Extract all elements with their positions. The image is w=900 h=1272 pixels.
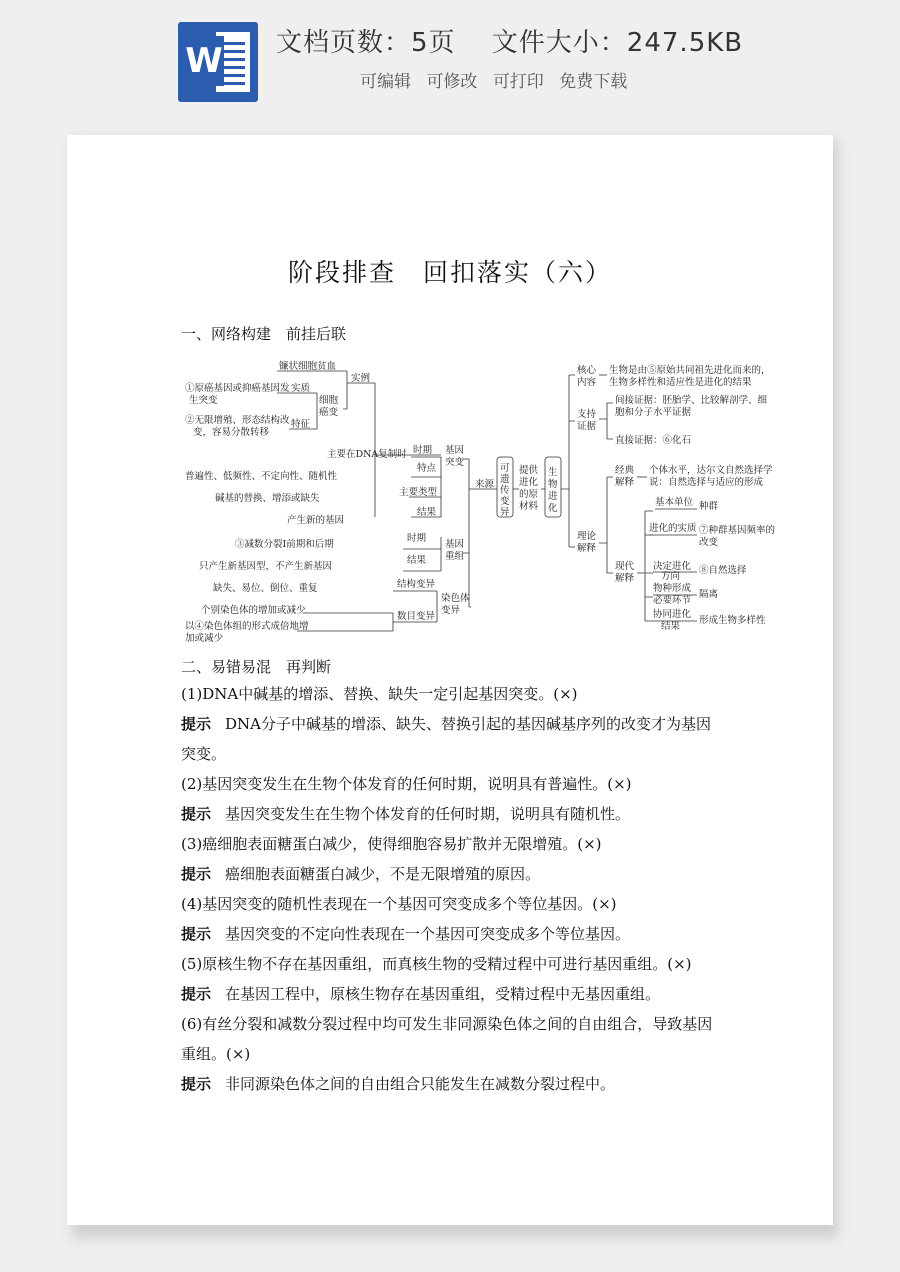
node-indirect-text-2: 胞和分子水平证据: [615, 407, 692, 418]
document-page: [67, 135, 833, 1225]
hint-6: [181, 1069, 721, 1099]
node-cancer-feature-2: 变，容易分散转移: [193, 427, 270, 438]
hint-text-5: 在基因工程中，原核生物存在基因重组，受精过程中无基因重组。: [225, 985, 661, 1003]
node-isolation: 隔离: [699, 589, 719, 600]
node-structure-text: 缺失、易位、倒位、重复: [213, 583, 318, 594]
node-number-text-2: 以④染色体组的形式成倍地增: [185, 621, 309, 632]
node-chromosome-1: 染色体: [441, 593, 470, 604]
node-feature: 特征: [291, 419, 311, 430]
node-coevolution-1: 协同进化: [653, 609, 692, 620]
node-speciation-2: 必要环节: [653, 595, 692, 606]
center-heritable-1: 可: [500, 463, 510, 474]
node-chromosome-2: 变异: [441, 605, 461, 616]
hint-text-4: 基因突变的不定向性表现在一个基因可突变成多个等位基因。: [225, 925, 631, 943]
node-gene-frequency-2: 改变: [699, 537, 719, 548]
center-evolution-4: 化: [548, 503, 558, 514]
node-cancer-feature-1: ②无限增殖、形态结构改: [185, 415, 290, 426]
center-provide-3: 的原: [519, 489, 539, 500]
node-example: 实例: [351, 373, 371, 384]
node-types-text: 碱基的替换、增添或缺失: [215, 493, 320, 504]
question-6: (6)有丝分裂和减数分裂过程中均可发生非同源染色体之间的自由组合，导致基因重组。(×): [181, 1015, 713, 1063]
node-cell-cancer-2: 癌变: [319, 407, 339, 418]
hint-label-6: 提示: [181, 1075, 212, 1093]
node-cell-cancer-1: 细胞: [319, 395, 339, 406]
node-period-text: 主要在DNA复制时: [327, 449, 407, 460]
node-gene-frequency-1: ⑦种群基因频率的: [699, 525, 776, 536]
question-1: (1)DNA中碱基的增添、替换、缺失一定引起基因突变。(×): [181, 685, 578, 703]
node-recombination-1: 基因: [445, 539, 465, 550]
node-direct-text: 直接证据：⑥化石: [615, 435, 692, 446]
node-theory-1: 理论: [577, 531, 597, 542]
node-direction-2: 方向: [661, 571, 681, 582]
doc-actions: [360, 67, 637, 92]
node-modern-2: 解释: [615, 573, 635, 584]
action-editable: 可编辑: [360, 72, 411, 92]
node-sickle-cell: 镰状细胞贫血: [279, 361, 337, 372]
node-support-2: 证据: [577, 421, 597, 432]
section-heading-1: 一、网络构建 前挂后联: [181, 325, 347, 343]
hint-label-1: 提示: [181, 715, 212, 733]
center-provide-1: 提供: [519, 465, 539, 476]
node-gene-mutation-2: 突变: [445, 457, 465, 468]
center-heritable-5: 异: [500, 507, 510, 518]
node-traits: 特点: [417, 463, 437, 474]
node-recombination-2: 重组: [445, 551, 465, 562]
node-types: 主要类型: [399, 487, 438, 498]
node-cancer-cause-1: ①原癌基因或抑癌基因发: [185, 383, 290, 394]
action-printable: 可打印: [492, 72, 544, 92]
node-core-text-1: 生物是由⑤原始共同祖先进化而来的，: [609, 365, 771, 376]
hint-4: [181, 919, 721, 949]
node-result2: 结果: [407, 555, 427, 566]
hint-text-6: 非同源染色体之间的自由组合只能发生在减数分裂过程中。: [225, 1075, 616, 1093]
center-heritable-3: 传: [500, 485, 510, 496]
concept-map: [179, 357, 776, 644]
center-provide-4: 材料: [519, 501, 539, 512]
action-free-download: 免费下载: [559, 72, 628, 92]
node-classic-2: 解释: [615, 477, 635, 488]
node-basic-unit: 基本单位: [655, 497, 694, 508]
node-natural-selection: ⑧自然选择: [699, 565, 747, 576]
node-result-text: 产生新的基因: [287, 515, 345, 526]
word-letter: W: [184, 36, 224, 86]
center-evolution-3: 进: [548, 491, 558, 502]
page-title: 阶段排查 回扣落实（六）: [287, 258, 612, 287]
node-number-text-1: 个别染色体的增加或减少: [201, 605, 306, 616]
node-essence: 实质: [291, 383, 311, 394]
node-gene-mutation-1: 基因: [445, 445, 465, 456]
hint-3: [181, 859, 721, 889]
document-banner: [0, 0, 900, 120]
hint-2: [181, 799, 721, 829]
node-result: 结果: [417, 507, 437, 518]
question-3: (3)癌细胞表面糖蛋白减少，使得细胞容易扩散并无限增殖。(×): [181, 835, 602, 853]
hint-text-3: 癌细胞表面糖蛋白减少，不是无限增殖的原因。: [225, 865, 541, 883]
hint-label-2: 提示: [181, 805, 212, 823]
node-classic-text-2: 说：自然选择与适应的形成: [649, 477, 764, 488]
center-heritable-4: 变: [500, 496, 510, 507]
hint-text-2: 基因突变发生在生物个体发育的任何时期，说明具有随机性。: [225, 805, 631, 823]
question-2: (2)基因突变发生在生物个体发育的任何时期，说明具有普遍性。(×): [181, 775, 632, 793]
node-modern-1: 现代: [615, 561, 635, 572]
node-period2: 时期: [407, 533, 427, 544]
hint-1: [181, 709, 721, 769]
hint-label-5: 提示: [181, 985, 212, 1003]
node-result2-text: 只产生新基因型，不产生新基因: [199, 561, 333, 572]
node-traits-text: 普遍性、低频性、不定向性、随机性: [185, 471, 338, 482]
node-coevolution-2: 结果: [661, 621, 681, 632]
node-classic-1: 经典: [615, 465, 635, 476]
node-population: 种群: [699, 501, 719, 512]
hint-label-4: 提示: [181, 925, 212, 943]
section-heading-2: 二、易错易混 再判断: [181, 658, 332, 676]
node-indirect-text-1: 间接证据：胚胎学、比较解剖学、细: [615, 395, 768, 406]
node-direction-1: 决定进化: [653, 561, 692, 572]
question-4: (4)基因突变的随机性表现在一个基因可突变成多个等位基因。(×): [181, 895, 617, 913]
doc-info-text: 文档页数：5页 文件大小：247.5KB: [276, 28, 744, 58]
node-essence-evo: 进化的实质: [649, 523, 697, 534]
action-modifiable: 可修改: [426, 72, 478, 92]
node-period2-text: ③减数分裂Ⅰ前期和后期: [235, 539, 334, 550]
center-heritable-2: 遗: [500, 474, 510, 485]
hint-text-1: DNA分子中碱基的增添、缺失、替换引起的基因碱基序列的改变才为基因突变。: [181, 715, 712, 763]
node-support-1: 支持: [577, 409, 597, 420]
node-number-text-3: 加或减少: [185, 633, 224, 644]
node-cancer-cause-2: 生突变: [189, 395, 218, 406]
hint-label-3: 提示: [181, 865, 212, 883]
node-biodiversity: 形成生物多样性: [699, 615, 766, 626]
center-evolution-1: 生: [548, 467, 558, 478]
node-core-1: 核心: [577, 365, 597, 376]
node-structure: 结构变异: [397, 579, 436, 590]
node-source: 来源: [475, 479, 495, 490]
node-classic-text-1: 个体水平，达尔文自然选择学: [649, 465, 773, 476]
center-provide-2: 进化: [519, 477, 539, 488]
hint-5: [181, 979, 721, 1009]
node-theory-2: 解释: [577, 543, 597, 554]
word-document-icon: [178, 22, 258, 102]
node-speciation-1: 物种形成: [653, 583, 692, 594]
node-core-2: 内容: [577, 377, 597, 388]
node-core-text-2: 生物多样性和适应性是进化的结果: [609, 377, 752, 388]
center-evolution-2: 物: [548, 479, 558, 490]
question-5: (5)原核生物不存在基因重组，而真核生物的受精过程中可进行基因重组。(×): [181, 955, 692, 973]
node-number: 数目变异: [397, 611, 436, 622]
node-period: 时期: [413, 445, 433, 456]
